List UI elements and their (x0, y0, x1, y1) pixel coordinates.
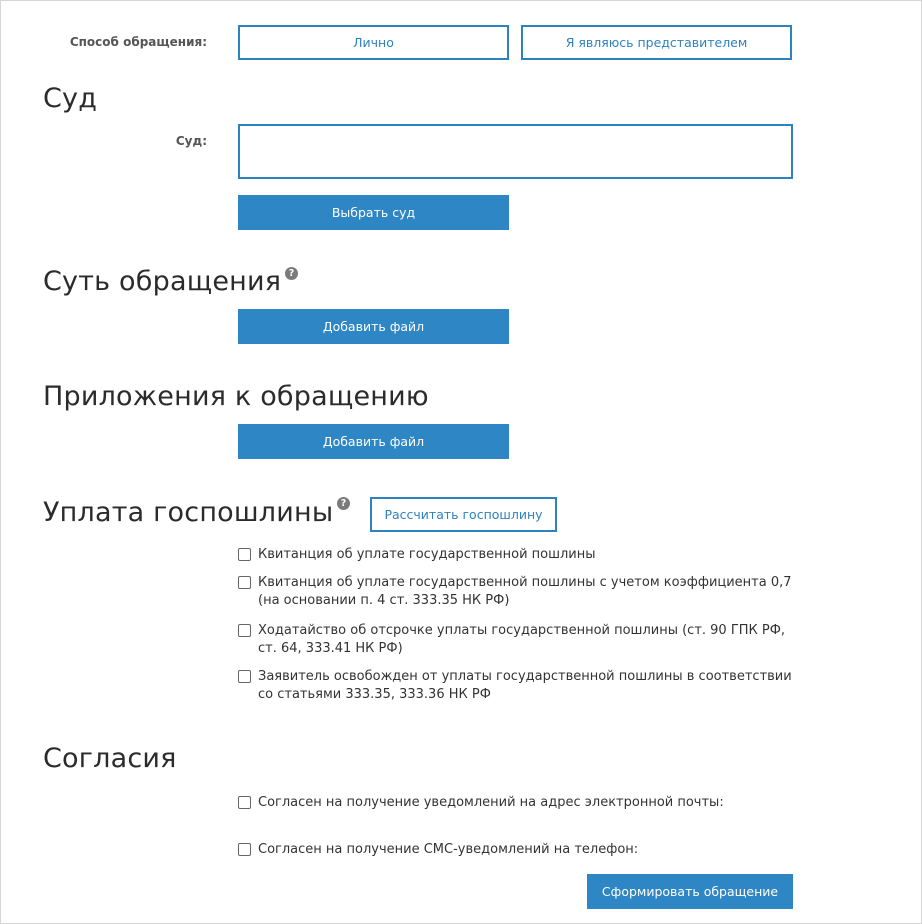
checkbox[interactable] (238, 624, 251, 637)
consent-sms[interactable] (238, 841, 798, 859)
checkbox[interactable] (238, 670, 251, 683)
fee-option-label: Ходатайство об отсрочке уплаты государственной пошлины (ст. 90 ГПК РФ, ст. 64, 333.41 НК РФ) (258, 623, 786, 656)
attachments-add-file-button[interactable]: Добавить файл (238, 424, 509, 459)
select-court-button[interactable]: Выбрать суд (238, 195, 509, 230)
in-person-button[interactable]: Лично (238, 25, 509, 60)
fee-option-label: Заявитель освобожден от уплаты государственной пошлины в соответствии со статьями 333.35, 333.36 НК РФ (258, 669, 792, 702)
calculate-fee-button[interactable]: Рассчитать госпошлину (370, 497, 557, 532)
submit-button[interactable]: Сформировать обращение (587, 874, 793, 909)
consents-heading: Согласия (43, 743, 177, 774)
court-field-label: Суд: (175, 134, 207, 148)
fee-option-receipt[interactable] (238, 546, 798, 564)
essence-add-file-button[interactable]: Добавить файл (238, 309, 509, 344)
fee-option-label: Квитанция об уплате государственной пошлины (258, 547, 596, 562)
court-input[interactable] (238, 124, 793, 179)
court-heading: Суд (43, 83, 98, 114)
fee-option-deferral[interactable] (238, 622, 798, 658)
fee-option-label: Квитанция об уплате государственной пошлины с учетом коэффициента 0,7 (на основании п. 4 ст. 333.35 НК РФ) (258, 575, 792, 608)
checkbox[interactable] (238, 843, 251, 856)
consent-email[interactable] (238, 794, 798, 812)
checkbox[interactable] (238, 576, 251, 589)
representative-button[interactable]: Я являюсь представителем (521, 25, 792, 60)
checkbox[interactable] (238, 548, 251, 561)
fee-option-receipt-coefficient[interactable] (238, 574, 798, 610)
essence-help-icon[interactable]: ? (285, 267, 298, 280)
consent-label: Согласен на получение СМС-уведомлений на телефон: (258, 842, 639, 857)
fee-option-exempt[interactable] (238, 668, 798, 704)
attachments-heading: Приложения к обращению (43, 381, 429, 412)
appeal-method-label: Способ обращения: (69, 35, 207, 49)
checkbox[interactable] (238, 796, 251, 809)
consent-label: Согласен на получение уведомлений на адрес электронной почты: (258, 795, 724, 810)
essence-heading: Суть обращения (43, 266, 282, 297)
fee-heading: Уплата госпошлины (43, 497, 334, 528)
fee-help-icon[interactable]: ? (337, 497, 350, 510)
